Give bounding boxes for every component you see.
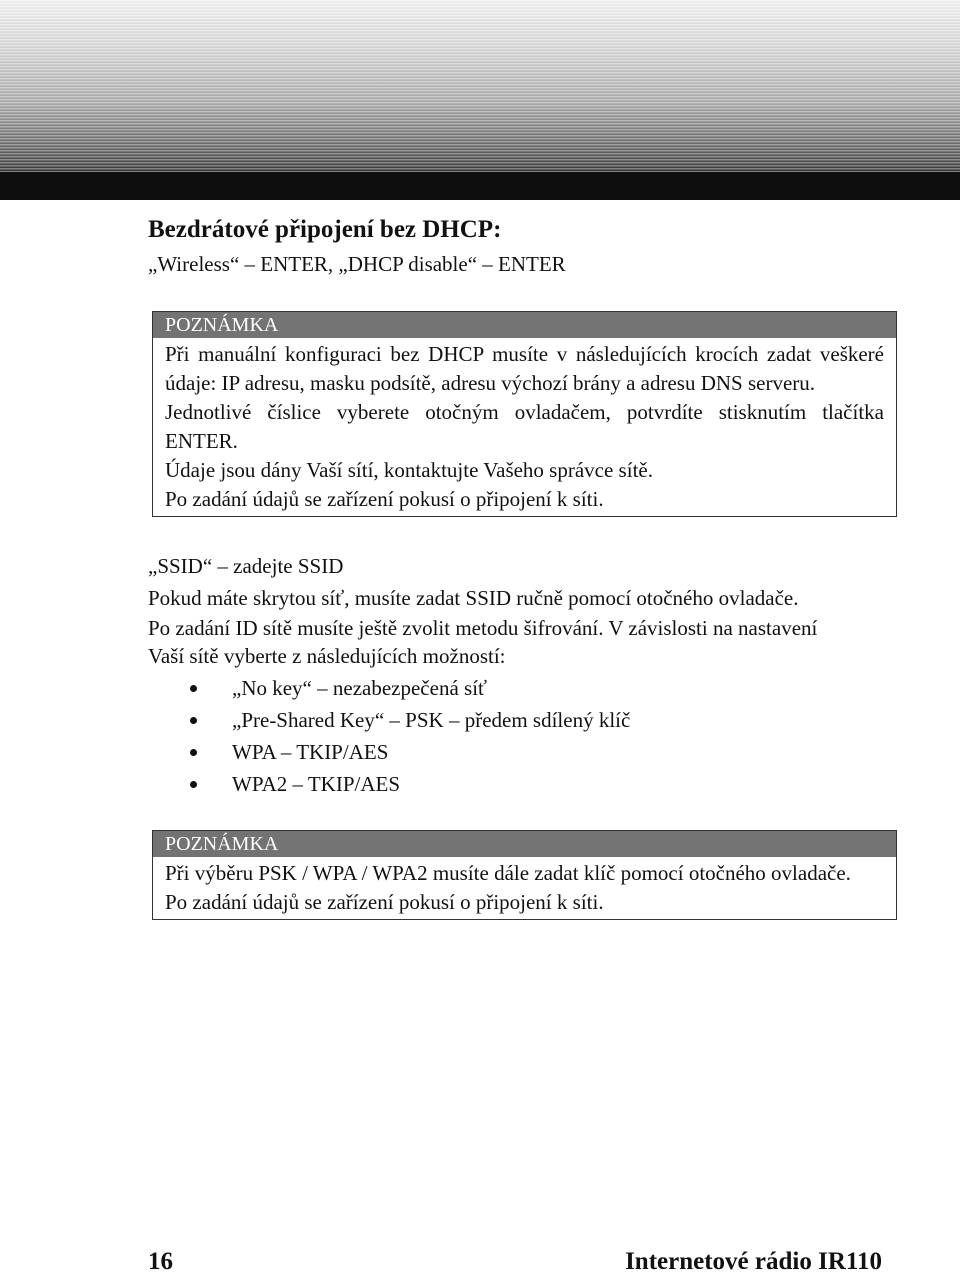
body-line: Po zadání ID sítě musíte ještě zvolit metodu šifrování. V závislosti na nastavení: [148, 616, 818, 640]
header-band: [0, 0, 960, 172]
note-paragraph: Po zadání údajů se zařízení pokusí o připojení k síti.: [165, 487, 604, 511]
list-item: WPA – TKIP/AES: [190, 736, 630, 768]
note-paragraph: Po zadání údajů se zařízení pokusí o připojení k síti.: [165, 890, 604, 914]
note-heading: POZNÁMKA: [153, 831, 896, 857]
footer-title: Internetové rádio IR110: [625, 1248, 882, 1275]
section-title: Bezdrátové připojení bez DHCP:: [148, 216, 502, 243]
body-line: Pokud máte skrytou síť, musíte zadat SSID ručně pomocí otočného ovladače.: [148, 586, 799, 610]
menu-path-line: „Wireless“ – ENTER, „DHCP disable“ – ENTER: [148, 252, 566, 276]
header-bar: [0, 172, 960, 200]
ssid-line: „SSID“ – zadejte SSID: [148, 554, 344, 578]
body-line: Vaší sítě vyberte z následujících možností:: [148, 644, 506, 668]
page-number: 16: [148, 1248, 173, 1275]
list-item: „Pre-Shared Key“ – PSK – předem sdílený klíč: [190, 704, 630, 736]
note-paragraph: Údaje jsou dány Vaší sítí, kontaktujte Vašeho správce sítě.: [165, 458, 653, 482]
note-paragraph: Při manuální konfiguraci bez DHCP musíte v následujících krocích zadat veškeré údaje: IP adresu, masku podsítě, adresu výchozí brány a adresu DNS serveru.: [165, 342, 884, 395]
note-box-1: [152, 311, 897, 517]
list-item: „No key“ – nezabezpečená síť: [190, 672, 630, 704]
bullet-icon: [190, 781, 197, 788]
note-paragraph: Při výběru PSK / WPA / WPA2 musíte dále zadat klíč pomocí otočného ovladače.: [165, 861, 851, 885]
note-box-2: [152, 830, 897, 920]
bullet-icon: [190, 685, 197, 692]
bullet-icon: [190, 749, 197, 756]
list-item: WPA2 – TKIP/AES: [190, 768, 630, 800]
encryption-options-list: [190, 672, 630, 800]
note-paragraph: Jednotlivé číslice vyberete otočným ovladačem, potvrdíte stisknutím tlačítka ENTER.: [165, 400, 884, 453]
note-heading: POZNÁMKA: [153, 312, 896, 338]
bullet-icon: [190, 717, 197, 724]
